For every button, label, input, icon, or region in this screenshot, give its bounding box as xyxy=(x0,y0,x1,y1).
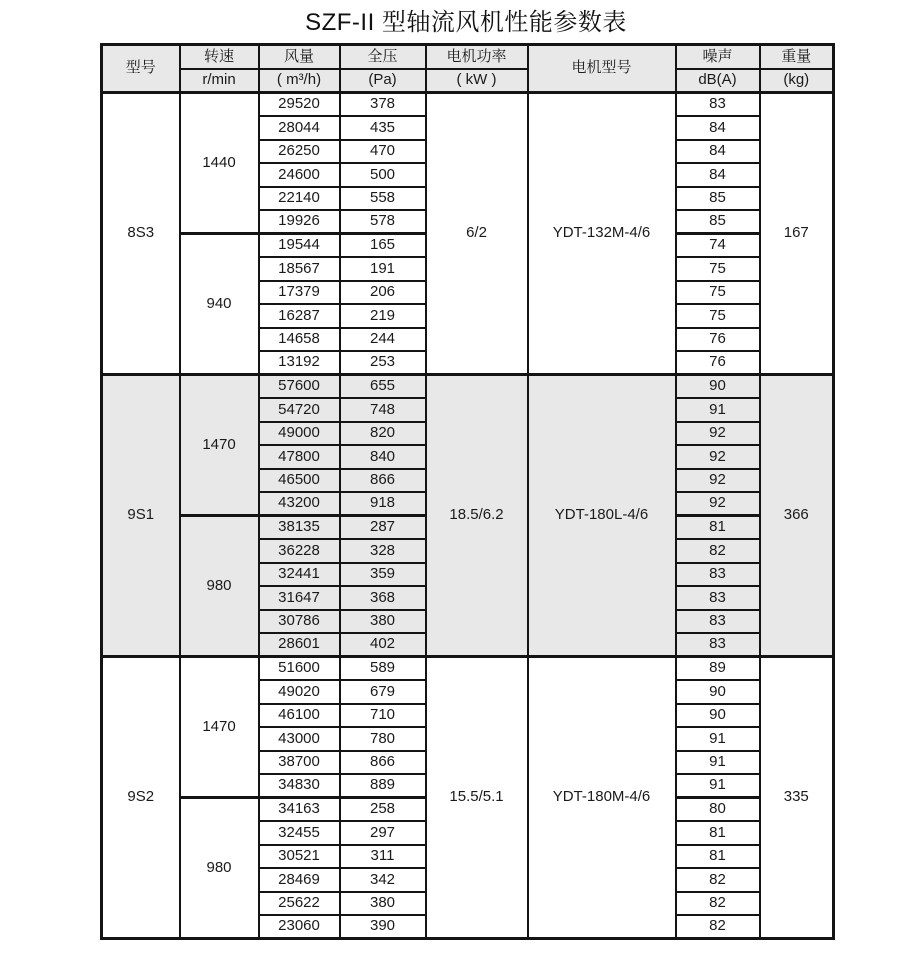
table-body xyxy=(102,93,834,939)
pressure-cell: 780 xyxy=(340,727,426,751)
pressure-cell: 390 xyxy=(340,915,426,939)
noise-cell: 84 xyxy=(676,163,760,187)
pressure-cell: 748 xyxy=(340,398,426,422)
flow-cell: 28469 xyxy=(259,868,340,892)
header-speed-unit: r/min xyxy=(180,69,259,93)
flow-cell: 54720 xyxy=(259,398,340,422)
pressure-cell: 589 xyxy=(340,657,426,681)
weight-cell: 335 xyxy=(760,657,834,939)
flow-cell: 17379 xyxy=(259,281,340,305)
header-model: 型号 xyxy=(102,45,180,93)
noise-cell: 75 xyxy=(676,281,760,305)
pressure-cell: 918 xyxy=(340,492,426,516)
pressure-cell: 435 xyxy=(340,116,426,140)
noise-cell: 74 xyxy=(676,234,760,258)
flow-cell: 30786 xyxy=(259,610,340,634)
header-row-1 xyxy=(102,45,834,69)
flow-cell: 28601 xyxy=(259,633,340,657)
header-motor: 电机型号 xyxy=(528,45,676,93)
power-cell: 6/2 xyxy=(426,93,528,375)
pressure-cell: 191 xyxy=(340,257,426,281)
flow-cell: 25622 xyxy=(259,892,340,916)
flow-cell: 51600 xyxy=(259,657,340,681)
model-cell: 8S3 xyxy=(102,93,180,375)
flow-cell: 23060 xyxy=(259,915,340,939)
noise-cell: 91 xyxy=(676,398,760,422)
model-cell: 9S1 xyxy=(102,375,180,657)
pressure-cell: 866 xyxy=(340,751,426,775)
flow-cell: 36228 xyxy=(259,539,340,563)
flow-cell: 24600 xyxy=(259,163,340,187)
flow-cell: 43200 xyxy=(259,492,340,516)
pressure-cell: 287 xyxy=(340,516,426,540)
noise-cell: 91 xyxy=(676,727,760,751)
noise-cell: 75 xyxy=(676,304,760,328)
flow-cell: 30521 xyxy=(259,845,340,869)
pressure-cell: 820 xyxy=(340,422,426,446)
noise-cell: 76 xyxy=(676,351,760,375)
pressure-cell: 258 xyxy=(340,798,426,822)
power-cell: 15.5/5.1 xyxy=(426,657,528,939)
header-row-2 xyxy=(102,69,834,93)
noise-cell: 90 xyxy=(676,375,760,399)
power-cell: 18.5/6.2 xyxy=(426,375,528,657)
noise-cell: 83 xyxy=(676,586,760,610)
flow-cell: 34163 xyxy=(259,798,340,822)
pressure-cell: 679 xyxy=(340,680,426,704)
noise-cell: 91 xyxy=(676,774,760,798)
pressure-cell: 359 xyxy=(340,563,426,587)
noise-cell: 90 xyxy=(676,680,760,704)
pressure-cell: 342 xyxy=(340,868,426,892)
noise-cell: 83 xyxy=(676,563,760,587)
flow-cell: 18567 xyxy=(259,257,340,281)
pressure-cell: 380 xyxy=(340,892,426,916)
flow-cell: 26250 xyxy=(259,140,340,164)
motor-cell: YDT-180M-4/6 xyxy=(528,657,676,939)
speed-cell: 940 xyxy=(180,234,259,375)
noise-cell: 82 xyxy=(676,892,760,916)
flow-cell: 32455 xyxy=(259,821,340,845)
pressure-cell: 219 xyxy=(340,304,426,328)
noise-cell: 83 xyxy=(676,610,760,634)
flow-cell: 38135 xyxy=(259,516,340,540)
noise-cell: 92 xyxy=(676,492,760,516)
header-flow-unit: ( m³/h) xyxy=(259,69,340,93)
flow-cell: 46500 xyxy=(259,469,340,493)
pressure-cell: 368 xyxy=(340,586,426,610)
flow-cell: 43000 xyxy=(259,727,340,751)
noise-cell: 90 xyxy=(676,704,760,728)
weight-cell: 366 xyxy=(760,375,834,657)
pressure-cell: 866 xyxy=(340,469,426,493)
noise-cell: 83 xyxy=(676,93,760,117)
flow-cell: 19926 xyxy=(259,210,340,234)
flow-cell: 47800 xyxy=(259,445,340,469)
noise-cell: 76 xyxy=(676,328,760,352)
pressure-cell: 311 xyxy=(340,845,426,869)
header-weight: 重量 xyxy=(760,45,834,69)
flow-cell: 46100 xyxy=(259,704,340,728)
flow-cell: 34830 xyxy=(259,774,340,798)
flow-cell: 22140 xyxy=(259,187,340,211)
pressure-cell: 710 xyxy=(340,704,426,728)
noise-cell: 81 xyxy=(676,516,760,540)
pressure-cell: 500 xyxy=(340,163,426,187)
pressure-cell: 206 xyxy=(340,281,426,305)
header-power: 电机功率 xyxy=(426,45,528,69)
pressure-cell: 470 xyxy=(340,140,426,164)
noise-cell: 81 xyxy=(676,845,760,869)
header-pressure-unit: (Pa) xyxy=(340,69,426,93)
speed-cell: 980 xyxy=(180,798,259,939)
flow-cell: 19544 xyxy=(259,234,340,258)
pressure-cell: 840 xyxy=(340,445,426,469)
weight-cell: 167 xyxy=(760,93,834,375)
table-row xyxy=(102,375,834,399)
flow-cell: 29520 xyxy=(259,93,340,117)
noise-cell: 84 xyxy=(676,116,760,140)
pressure-cell: 402 xyxy=(340,633,426,657)
noise-cell: 83 xyxy=(676,633,760,657)
motor-cell: YDT-180L-4/6 xyxy=(528,375,676,657)
noise-cell: 80 xyxy=(676,798,760,822)
noise-cell: 85 xyxy=(676,210,760,234)
header-noise-unit: dB(A) xyxy=(676,69,760,93)
flow-cell: 49020 xyxy=(259,680,340,704)
speed-cell: 1470 xyxy=(180,657,259,798)
pressure-cell: 380 xyxy=(340,610,426,634)
noise-cell: 92 xyxy=(676,422,760,446)
flow-cell: 16287 xyxy=(259,304,340,328)
pressure-cell: 328 xyxy=(340,539,426,563)
flow-cell: 38700 xyxy=(259,751,340,775)
noise-cell: 91 xyxy=(676,751,760,775)
pressure-cell: 655 xyxy=(340,375,426,399)
header-speed: 转速 xyxy=(180,45,259,69)
flow-cell: 28044 xyxy=(259,116,340,140)
flow-cell: 49000 xyxy=(259,422,340,446)
noise-cell: 92 xyxy=(676,445,760,469)
pressure-cell: 889 xyxy=(340,774,426,798)
header-noise: 噪声 xyxy=(676,45,760,69)
noise-cell: 82 xyxy=(676,539,760,563)
noise-cell: 89 xyxy=(676,657,760,681)
page-title: SZF-II 型轴流风机性能参数表 xyxy=(305,9,627,36)
noise-cell: 81 xyxy=(676,821,760,845)
flow-cell: 57600 xyxy=(259,375,340,399)
noise-cell: 84 xyxy=(676,140,760,164)
motor-cell: YDT-132M-4/6 xyxy=(528,93,676,375)
noise-cell: 85 xyxy=(676,187,760,211)
header-pressure: 全压 xyxy=(340,45,426,69)
pressure-cell: 578 xyxy=(340,210,426,234)
flow-cell: 13192 xyxy=(259,351,340,375)
flow-cell: 32441 xyxy=(259,563,340,587)
table-header xyxy=(102,45,834,93)
header-flow: 风量 xyxy=(259,45,340,69)
noise-cell: 82 xyxy=(676,868,760,892)
noise-cell: 92 xyxy=(676,469,760,493)
pressure-cell: 253 xyxy=(340,351,426,375)
pressure-cell: 558 xyxy=(340,187,426,211)
noise-cell: 82 xyxy=(676,915,760,939)
speed-cell: 1440 xyxy=(180,93,259,234)
pressure-cell: 165 xyxy=(340,234,426,258)
performance-table xyxy=(100,43,835,940)
header-power-unit: ( kW ) xyxy=(426,69,528,93)
speed-cell: 1470 xyxy=(180,375,259,516)
model-cell: 9S2 xyxy=(102,657,180,939)
table-row xyxy=(102,657,834,681)
noise-cell: 75 xyxy=(676,257,760,281)
pressure-cell: 297 xyxy=(340,821,426,845)
header-weight-unit: (kg) xyxy=(760,69,834,93)
flow-cell: 31647 xyxy=(259,586,340,610)
pressure-cell: 244 xyxy=(340,328,426,352)
pressure-cell: 378 xyxy=(340,93,426,117)
speed-cell: 980 xyxy=(180,516,259,657)
table-row xyxy=(102,93,834,117)
flow-cell: 14658 xyxy=(259,328,340,352)
